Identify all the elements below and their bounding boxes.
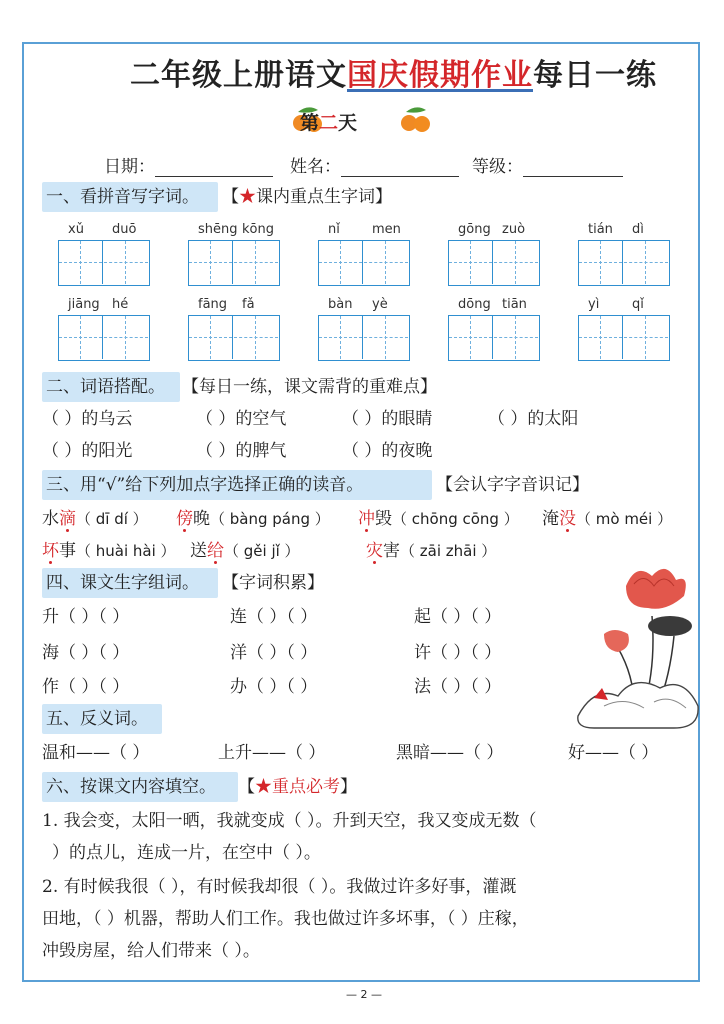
fill-blank-line[interactable]: ）的点儿，连成一片，在空中（ ）。 <box>52 843 321 863</box>
pinyin-label: hé <box>112 297 129 312</box>
reading-item[interactable]: 灾害（ zāi zhāi ） <box>366 541 497 561</box>
pinyin-label: zuò <box>502 222 526 237</box>
word-building-item[interactable]: 作（ ）（ ） <box>42 677 130 697</box>
antonym-item[interactable]: 好——（ ） <box>568 743 659 763</box>
writing-grid[interactable] <box>318 315 410 361</box>
fill-blank-line[interactable]: 冲毁房屋，给人们带来（ ）。 <box>42 941 260 961</box>
pinyin-label: yì <box>588 297 600 312</box>
reading-item[interactable]: 傍晚（ bàng páng ） <box>176 509 330 529</box>
page-number: — 2 — <box>346 988 382 1001</box>
section6-note: 【★重点必考】 <box>238 777 357 797</box>
antonym-item[interactable]: 温和——（ ） <box>42 743 150 763</box>
section3-title: 三、用“√”给下列加点字选择正确的读音。 <box>42 470 432 500</box>
page-title: 二年级上册语文国庆假期作业每日一练 <box>130 58 657 93</box>
writing-grid[interactable] <box>578 240 670 286</box>
writing-grid[interactable] <box>448 240 540 286</box>
antonym-item[interactable]: 上升——（ ） <box>218 743 326 763</box>
match-item[interactable]: （ ）的脾气 <box>196 441 287 461</box>
pinyin-label: bàn <box>328 297 353 312</box>
reading-item[interactable]: 坏事（ huài hài ） <box>42 541 176 561</box>
writing-grid[interactable] <box>58 315 150 361</box>
word-building-item[interactable]: 起（ ）（ ） <box>414 607 502 627</box>
word-building-item[interactable]: 连（ ）（ ） <box>230 607 318 627</box>
section5-title: 五、反义词。 <box>42 704 162 734</box>
fill-blank-line[interactable]: 2. 有时候我很（ ），有时候我却很（ ）。我做过许多好事，灌溉 <box>42 877 517 897</box>
writing-grid[interactable] <box>188 240 280 286</box>
match-item[interactable]: （ ）的乌云 <box>42 409 133 429</box>
pinyin-label: fǎ <box>242 297 255 312</box>
section1-note: 【★课内重点生字词】 <box>222 187 392 207</box>
pinyin-label: kōng <box>242 222 274 237</box>
section3-note: 【会认字字音识记】 <box>436 475 589 495</box>
name-field[interactable]: 姓名： <box>290 152 459 177</box>
writing-grid[interactable] <box>318 240 410 286</box>
writing-grid[interactable] <box>448 315 540 361</box>
word-building-item[interactable]: 许（ ）（ ） <box>414 643 502 663</box>
pinyin-label: gōng <box>458 222 491 237</box>
lotus-illustration-icon <box>574 556 704 732</box>
fill-blank-line[interactable]: 1. 我会变，太阳一晒，我就变成（ ）。升到天空，我又变成无数（ <box>42 811 537 831</box>
pinyin-label: tián <box>588 222 613 237</box>
pinyin-label: tiān <box>502 297 527 312</box>
pinyin-label: jiāng <box>68 297 100 312</box>
antonym-item[interactable]: 黑暗——（ ） <box>396 743 504 763</box>
fill-blank-line[interactable]: 田地，（ ）机器，帮助人们工作。我也做过许多坏事，（ ）庄稼， <box>42 909 529 929</box>
section4-note: 【字词积累】 <box>222 573 324 593</box>
match-item[interactable]: （ ）的太阳 <box>488 409 579 429</box>
word-building-item[interactable]: 洋（ ）（ ） <box>230 643 318 663</box>
pinyin-label: men <box>372 222 401 237</box>
section2-title: 二、词语搭配。 <box>42 372 180 402</box>
writing-grid[interactable] <box>188 315 280 361</box>
reading-item[interactable]: 水滴（ dī dí ） <box>42 509 148 529</box>
pinyin-label: nǐ <box>328 222 340 237</box>
writing-grid[interactable] <box>578 315 670 361</box>
pinyin-label: shēng <box>198 222 238 237</box>
pinyin-label: dì <box>632 222 644 237</box>
pinyin-label: yè <box>372 297 388 312</box>
writing-grid[interactable] <box>58 240 150 286</box>
orange-icon <box>398 104 434 134</box>
word-building-item[interactable]: 升（ ）（ ） <box>42 607 130 627</box>
reading-item[interactable]: 冲毁（ chōng cōng ） <box>358 509 519 529</box>
word-building-item[interactable]: 海（ ）（ ） <box>42 643 130 663</box>
section4-title: 四、课文生字组词。 <box>42 568 218 598</box>
word-building-item[interactable]: 法（ ）（ ） <box>414 677 502 697</box>
grade-field[interactable]: 等级： <box>472 152 623 177</box>
word-building-item[interactable]: 办（ ）（ ） <box>230 677 318 697</box>
section6-title: 六、按课文内容填空。 <box>42 772 238 802</box>
day-heading: 第二天 <box>300 112 358 134</box>
match-item[interactable]: （ ）的空气 <box>196 409 287 429</box>
pinyin-label: xǔ <box>68 222 84 237</box>
pinyin-label: qǐ <box>632 297 644 312</box>
date-field[interactable]: 日期： <box>104 152 273 177</box>
match-item[interactable]: （ ）的眼睛 <box>342 409 433 429</box>
pinyin-label: dōng <box>458 297 491 312</box>
pinyin-label: duō <box>112 222 137 237</box>
pinyin-label: fāng <box>198 297 228 312</box>
match-item[interactable]: （ ）的夜晚 <box>342 441 433 461</box>
reading-item[interactable]: 淹没（ mò méi ） <box>542 509 673 529</box>
match-item[interactable]: （ ）的阳光 <box>42 441 133 461</box>
section1-title: 一、看拼音写字词。 <box>42 182 218 212</box>
reading-item[interactable]: 送给（ gěi jǐ ） <box>190 541 300 561</box>
section2-note: 【每日一练，课文需背的重难点】 <box>182 377 437 397</box>
